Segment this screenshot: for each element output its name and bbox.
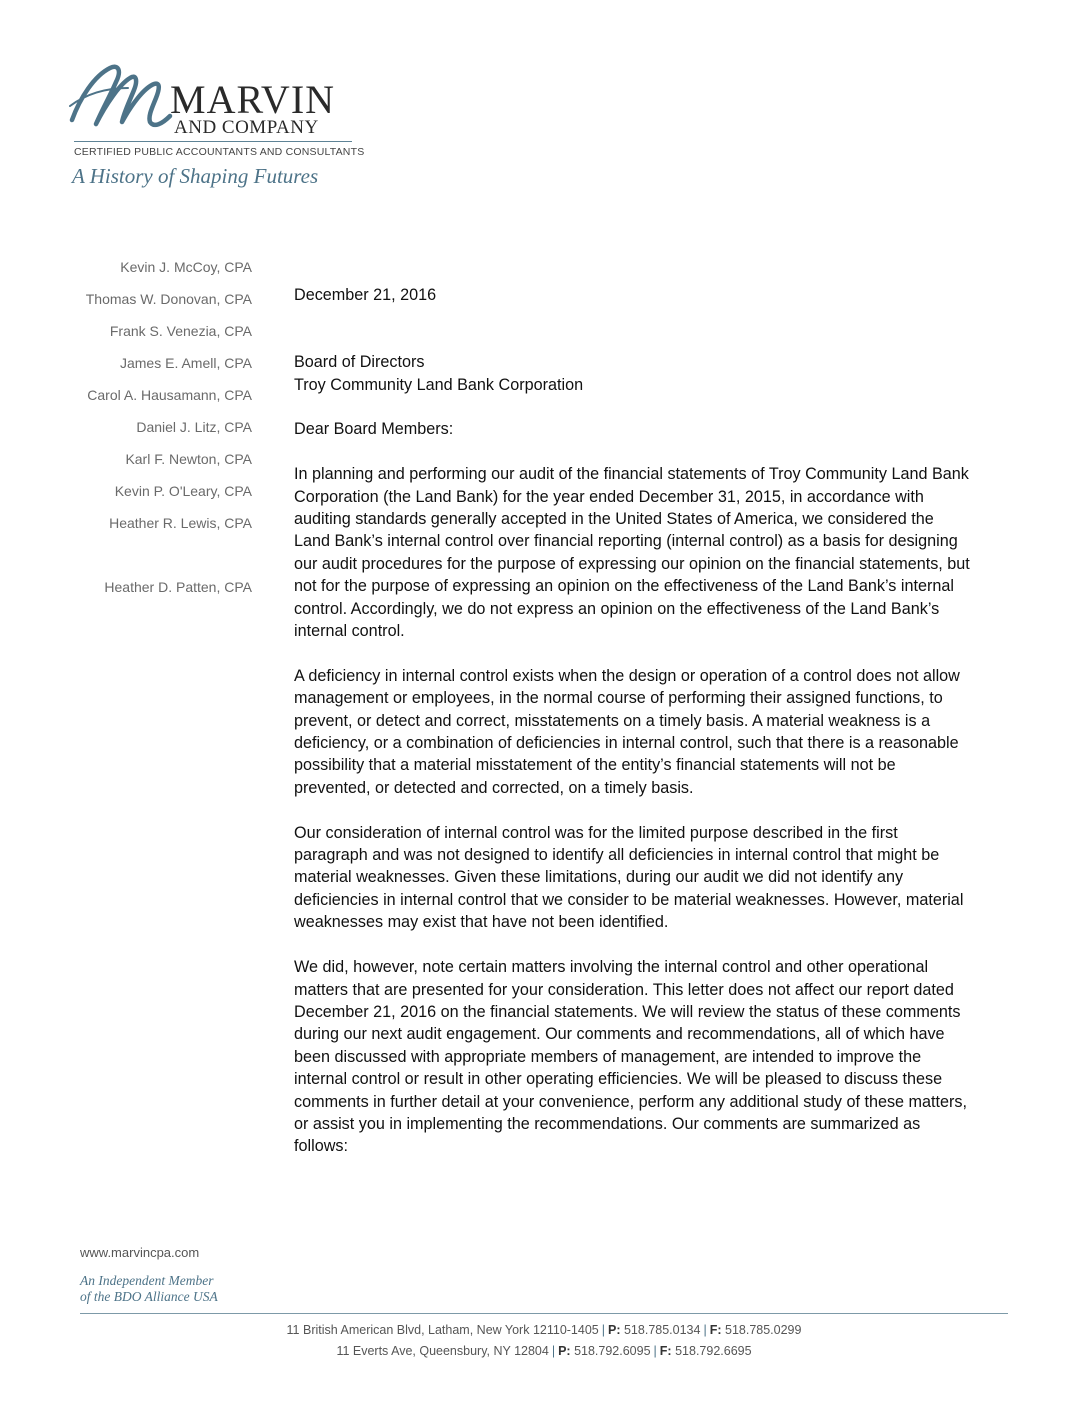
brand-subname: AND COMPANY: [174, 117, 319, 138]
company-logo: [66, 58, 366, 198]
office-fax: 518.785.0299: [725, 1323, 802, 1337]
letter-body: [294, 284, 974, 1180]
partner-name: Kevin P. O'Leary, CPA: [114, 483, 252, 499]
recipient-block: [294, 351, 974, 396]
paragraph: In planning and performing our audit of the financial statements of Troy Community Land Bank Corporation (the Land Bank) for the year ended December 31, 2015, in accordance with auditing standards generally accepted in the United States of America, we considered the Land Bank’s internal control over financial reporting (internal control) as a basis for designing our audit procedures for the purpose of expressing our opinion on the financial statements, but not for the purpose of expressing an opinion on the effectiveness of the Land Bank’s internal control. Accordingly, we do not express an opinion on the effectiveness of the Land Bank’s internal control.: [294, 465, 970, 641]
phone-prefix: P:: [558, 1344, 571, 1358]
partner-name: Heather D. Patten, CPA: [104, 579, 252, 595]
phone-prefix: P:: [608, 1323, 621, 1337]
footer-divider: [80, 1313, 1008, 1314]
brand-name: MARVIN: [170, 77, 336, 122]
office-phone: 518.785.0134: [623, 1323, 701, 1337]
paragraph: We did, however, note certain matters involving the internal control and other operational matters that are presented for your consideration. This letter does not affect our report dated December 21, 2016 on the financial statements. We will review the status of these comments during our next audit engagement. Our comments and recommendations, all of which have been discussed with appropriate members of management, are intended to improve the internal control or result in other operating efficiencies. We will be pleased to discuss these comments in further detail at your convenience, perform any additional study of these matters, or assist you in implementing the recommendations. Our comments are summarized as follows:: [294, 958, 968, 1156]
brand-slogan: A History of Shaping Futures: [72, 164, 319, 188]
partner-name: Frank S. Venezia, CPA: [109, 323, 252, 339]
partner-name: Daniel J. Litz, CPA: [136, 419, 252, 435]
partner-name: James E. Amell, CPA: [119, 355, 252, 371]
office-address: 11 British American Blvd, Latham, New York 12110-1405: [286, 1323, 599, 1337]
partner-name: Kevin J. McCoy, CPA: [120, 259, 252, 275]
separator: |: [601, 1323, 605, 1337]
website-link[interactable]: www.marvincpa.com: [80, 1245, 200, 1260]
fax-prefix: F:: [709, 1323, 722, 1337]
partner-name: Carol A. Hausamann, CPA: [87, 387, 252, 403]
partner-name: Karl F. Newton, CPA: [125, 451, 252, 467]
membership-note: [80, 1273, 218, 1305]
office-fax: 518.792.6695: [675, 1344, 752, 1358]
brand-tagline: CERTIFIED PUBLIC ACCOUNTANTS AND CONSULTANTS: [74, 146, 365, 158]
partner-name: Thomas W. Donovan, CPA: [85, 291, 252, 307]
recipient-line: Troy Community Land Bank Corporation: [294, 375, 584, 394]
office-phone: 518.792.6095: [574, 1344, 651, 1358]
partner-spacer: [86, 545, 252, 577]
script-m-logo-icon: [66, 58, 176, 138]
salutation: Dear Board Members:: [294, 420, 454, 439]
separator: |: [703, 1323, 707, 1337]
brand-divider: [74, 141, 352, 142]
membership-line: An Independent Member: [80, 1273, 214, 1288]
fax-prefix: F:: [659, 1344, 672, 1358]
recipient-line: Board of Directors: [294, 353, 425, 372]
separator: |: [551, 1344, 556, 1358]
paragraph: Our consideration of internal control was for the limited purpose described in the first paragraph and was not designed to identify all deficiencies in internal control that might be material weaknesses. Given these limitations, during our audit we did not identify any deficiencies in internal control that we consider to be material weaknesses. However, material weaknesses may exist that have not been identified.: [294, 823, 964, 932]
partner-name: Heather R. Lewis, CPA: [109, 515, 252, 531]
letter-date: December 21, 2016: [294, 286, 437, 304]
separator: |: [653, 1344, 657, 1358]
footer-address-line: [0, 1323, 1088, 1337]
footer-address-line: [0, 1344, 1088, 1358]
office-address: 11 Everts Ave, Queensbury, NY 12804: [336, 1344, 549, 1358]
membership-line: of the BDO Alliance USA: [80, 1289, 218, 1304]
paragraph: A deficiency in internal control exists when the design or operation of a control does not allow management or employees, in the normal course of performing their assigned functions, to prevent, or detect and correct, misstatements on a timely basis. A material weakness is a deficiency, or a combination of deficiencies in internal control, such that there is a reasonable possibility that a material misstatement of the entity’s financial statements will not be prevented, or detected and corrected, on a timely basis.: [294, 666, 960, 797]
partner-list: [86, 257, 252, 609]
